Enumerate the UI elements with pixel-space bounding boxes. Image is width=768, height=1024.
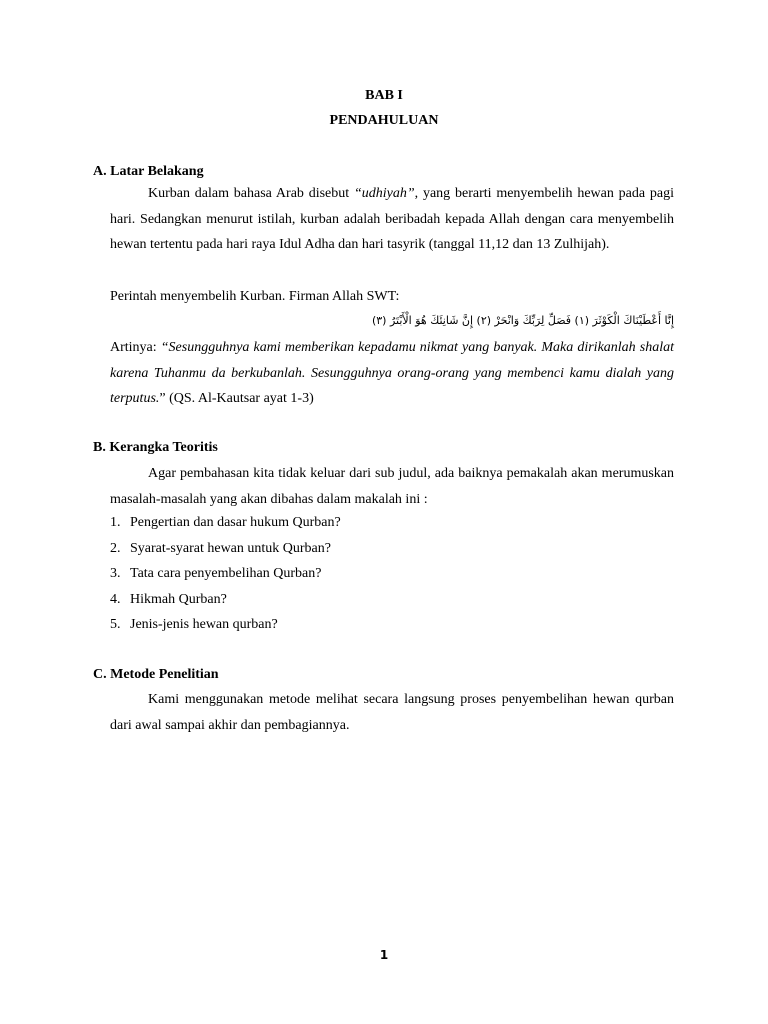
artinya-label: Artinya:	[110, 340, 161, 355]
list-item	[110, 515, 341, 541]
section-c-p1: Kami menggunakan metode melihat secara langsung proses penyembelihan hewan qurban dari awal sampai akhir dan pembagiannya.	[110, 692, 674, 733]
artinya-text: “Sesungguhnya kami memberikan kepadamu nikmat yang banyak. Maka dirikanlah shalat karena Tuhanmu da berkubanlah. Sesungguhnya orang-orang yang membenci kamu dialah yang terputus.	[110, 340, 675, 407]
section-a-term: “udhiyah”	[353, 186, 415, 201]
list-number: 2.	[110, 540, 121, 556]
section-c-heading: C. Metode Penelitian	[93, 667, 219, 682]
list-number: 5.	[110, 617, 121, 633]
page-number: 1	[379, 948, 389, 962]
section-b-heading: B. Kerangka Teoritis	[93, 440, 218, 455]
section-c-paragraph	[110, 687, 674, 738]
problem-list	[110, 515, 341, 643]
arabic-verse: إِنَّا أَعْطَيْنَاكَ الْكَوْثَرَ (١) فَصَلِّ لِرَبِّكَ وَانْحَرْ (٢) إِنَّ شَانِئَكَ هُوَ الْأَبْتَرُ (٣)	[371, 314, 674, 327]
list-item	[110, 592, 341, 618]
list-text: Jenis-jenis hewan qurban?	[130, 617, 278, 633]
chapter-label: BAB I	[365, 88, 403, 103]
list-number: 4.	[110, 591, 121, 607]
section-a-p1-start: Kurban dalam bahasa Arab disebut	[148, 186, 354, 201]
section-a-heading: A. Latar Belakang	[93, 164, 204, 179]
list-number: 1.	[110, 515, 121, 530]
list-text: Hikmah Qurban?	[130, 591, 227, 607]
chapter-title: PENDAHULUAN	[329, 113, 439, 128]
list-text: Pengertian dan dasar hukum Qurban?	[130, 515, 341, 530]
section-a-command: Perintah menyembelih Kurban. Firman Allah SWT:	[110, 289, 400, 304]
verse-translation	[110, 335, 674, 412]
list-text: Tata cara penyembelihan Qurban?	[130, 566, 322, 582]
section-a-p1-rest: , yang berarti menyembelih hewan pada pagi hari. Sedangkan menurut istilah, kurban adalah beribadah kepada Allah dengan cara menyembelih hewan tertentu pada hari raya Idul Adha dan hari tasyrik (tanggal 11,12 dan 13 Zulhijah).	[110, 186, 674, 253]
section-a-paragraph	[110, 181, 674, 258]
artinya-reference: ” (QS. Al-Kautsar ayat 1-3)	[159, 391, 314, 407]
list-text: Syarat-syarat hewan untuk Qurban?	[130, 540, 331, 556]
section-b-p1: Agar pembahasan kita tidak keluar dari sub judul, ada baiknya pemakalah akan merumuskan masalah-masalah yang akan dibahas dalam makalah ini :	[110, 466, 674, 507]
section-b-paragraph	[110, 461, 674, 512]
list-item	[110, 617, 341, 643]
list-item	[110, 541, 341, 567]
list-number: 3.	[110, 566, 121, 582]
list-item	[110, 566, 341, 592]
